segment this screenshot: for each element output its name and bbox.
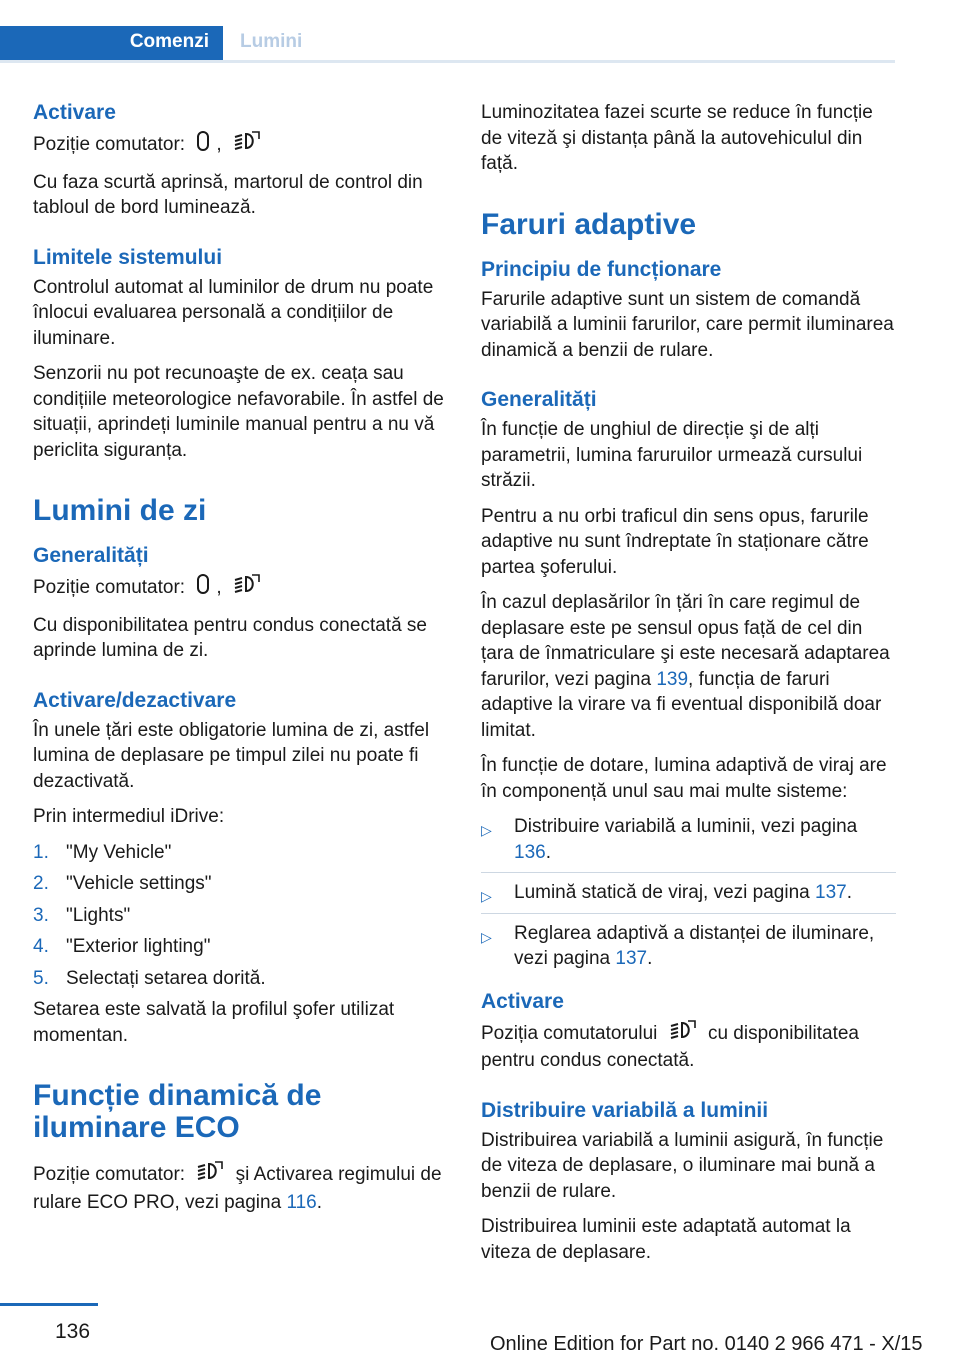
gen-p3-after: , funcția de faruri adaptive la virare va fi eventual disponibilă doar limitat.: [481, 668, 882, 741]
faruri-adaptive-heading: Faruri adaptive: [481, 207, 697, 241]
bullet-text: Distribuire variabilă a luminii, vezi pagina: [514, 816, 858, 837]
activare-switch-line: [33, 130, 448, 160]
page-number: 136: [55, 1320, 91, 1343]
step-text: "Lights": [66, 904, 131, 926]
eco-text-body: şi Activarea regimului de rulare ECO PRO, vezi pagina: [33, 1163, 442, 1213]
gen-paragraph-2: Pentru a nu orbi traficul din sens opus, farurile adaptive nu sunt îndreptate în staționare către partea şoferului.: [481, 505, 869, 578]
page-link[interactable]: 136: [514, 841, 546, 863]
footer-accent-line: [0, 1303, 98, 1306]
gen-paragraph-4: În funcție de dotare, lumina adaptivă de viraj are în componență unul sau mai multe sisteme:: [481, 755, 887, 802]
triangle-bullet-icon: ▷: [481, 928, 492, 945]
list-item: [33, 840, 448, 866]
step-number: 1.: [33, 841, 49, 863]
limite-heading: Limitele sistemului: [33, 245, 223, 269]
triangle-bullet-icon: ▷: [481, 822, 492, 838]
list-item: [481, 921, 896, 979]
edition-text: Online Edition for Part no. 0140 2 966 471 - X/15: [490, 1333, 923, 1355]
bullet-text: Lumină statică de viraj, vezi pagina: [514, 882, 810, 903]
auto-headlight-icon: [233, 573, 261, 603]
triangle-bullet-icon: ▷: [481, 888, 492, 904]
gen-paragraph-3: [481, 590, 896, 743]
activdez-paragraph-2: Prin intermediul iDrive:: [33, 806, 225, 827]
left-column: [33, 100, 448, 1225]
switch-label: Poziție comutator:: [33, 133, 186, 155]
generalitati-switch-line: [33, 573, 448, 603]
comma: ,: [216, 133, 222, 155]
distributie-heading: Distribuire variabilă a luminii: [481, 1098, 769, 1122]
limite-paragraph-1: Controlul automat al luminilor de drum nu poate înlocui evaluarea personală a condițiilor de iluminare.: [33, 276, 434, 349]
gen-paragraph-1: În funcție de unghiul de direcție şi de alți parametrii, lumina faruruilor urmează cursului străzii.: [481, 419, 863, 491]
bullet-end: .: [846, 882, 852, 903]
step-text: "My Vehicle": [66, 841, 172, 863]
comma: ,: [216, 576, 222, 598]
light-off-icon: [196, 130, 210, 160]
step-number: 2.: [33, 873, 49, 894]
systems-list: [481, 814, 896, 979]
idrive-steps: [33, 840, 448, 992]
activare-dezactivare-heading: Activare/dezactivare: [33, 688, 237, 712]
list-item: [33, 966, 448, 992]
activdez-paragraph-3: Setarea este salvată la profilul şofer utilizat momentan.: [33, 999, 395, 1046]
header-tabs: [0, 26, 895, 63]
light-off-icon: [196, 573, 210, 603]
right-column: [481, 100, 896, 1275]
list-item: [481, 814, 896, 873]
step-number: 4.: [33, 936, 49, 957]
auto-headlight-icon: [233, 130, 261, 160]
generalitati-text: Cu disponibilitatea pentru condus conectată se aprinde lumina de zi.: [33, 614, 427, 661]
list-item: [33, 934, 448, 960]
period: .: [316, 1191, 323, 1213]
list-item: [481, 880, 896, 914]
activare-text: Cu faza scurtă aprinsă, martorul de control din tabloul de bord luminează.: [33, 171, 423, 218]
distrib-paragraph-1: Distribuirea variabilă a luminii asigură, în funcție de viteza de deplasare, o iluminare mai bună a benzii de rulare.: [481, 1129, 884, 1202]
switch-label: Poziție comutator:: [33, 576, 186, 598]
distrib-paragraph-2: Distribuirea luminii este adaptată automat la viteza de deplasare.: [481, 1216, 851, 1263]
list-item: [33, 903, 448, 929]
intro-paragraph: Luminozitatea fazei scurte se reduce în funcție de viteză şi distanța până la autovehiculul din față.: [481, 102, 873, 174]
bullet-end: .: [545, 841, 551, 863]
bullet-text: Reglarea adaptivă a distanței de iluminare, vezi pagina: [514, 922, 875, 969]
auto-headlight-icon: [196, 1160, 224, 1190]
page-link-139[interactable]: 139: [656, 668, 689, 690]
generalitati-heading: Generalități: [481, 388, 597, 411]
activare-after: cu disponibilitatea pentru condus conectată.: [481, 1022, 859, 1071]
activare-heading: Activare: [481, 989, 564, 1013]
bullet-end: .: [647, 948, 653, 969]
principiu-heading: Principiu de funcționare: [481, 257, 722, 281]
principiu-text: Farurile adaptive sunt un sistem de comandă variabilă a luminii farurilor, care permit iluminarea dinamică a benzii de rulare.: [481, 288, 894, 361]
page-link[interactable]: 137: [815, 882, 847, 903]
auto-headlight-icon: [669, 1019, 697, 1049]
limite-paragraph-2: Senzorii nu pot recunoaşte de ex. ceața sau condițiile meteorologice nefavorabile. În astfel de situații, aprindeți luminile manual pentru a nu vă periclita siguranța.: [33, 363, 444, 461]
step-text: "Exterior lighting": [66, 936, 211, 957]
tab-lumini[interactable]: Lumini: [240, 31, 303, 52]
list-item: [33, 871, 448, 897]
step-text: Selectați setarea dorită.: [66, 967, 266, 989]
eco-heading: Funcție dinamică de iluminare ECO: [33, 1079, 322, 1144]
lumini-de-zi-heading: Lumini de zi: [33, 494, 207, 527]
activare-before: Poziția comutatorului: [481, 1022, 658, 1044]
activare-heading: Activare: [33, 101, 116, 124]
activare-text: [481, 1019, 896, 1074]
step-text: "Vehicle settings": [66, 873, 212, 894]
switch-label: Poziție comutator:: [33, 1163, 186, 1185]
eco-text: [33, 1160, 448, 1215]
step-number: 5.: [33, 967, 49, 989]
page-link-116[interactable]: 116: [286, 1191, 317, 1213]
step-number: 3.: [33, 904, 49, 926]
generalitati-heading: Generalități: [33, 544, 149, 567]
tab-comenzi[interactable]: Comenzi: [0, 26, 223, 60]
page-link[interactable]: 137: [615, 948, 648, 969]
gen-p3-before: În cazul deplasărilor în țări în care regimul de deplasare este pe sensul opus față de cel din țara de înmatriculare şi este necesară adaptarea farurilor, vezi pagina: [481, 592, 890, 690]
activdez-paragraph-1: În unele țări este obligatorie lumina de zi, astfel lumina de deplasare pe timpul zilei nu poate fi dezactivată.: [33, 719, 430, 792]
